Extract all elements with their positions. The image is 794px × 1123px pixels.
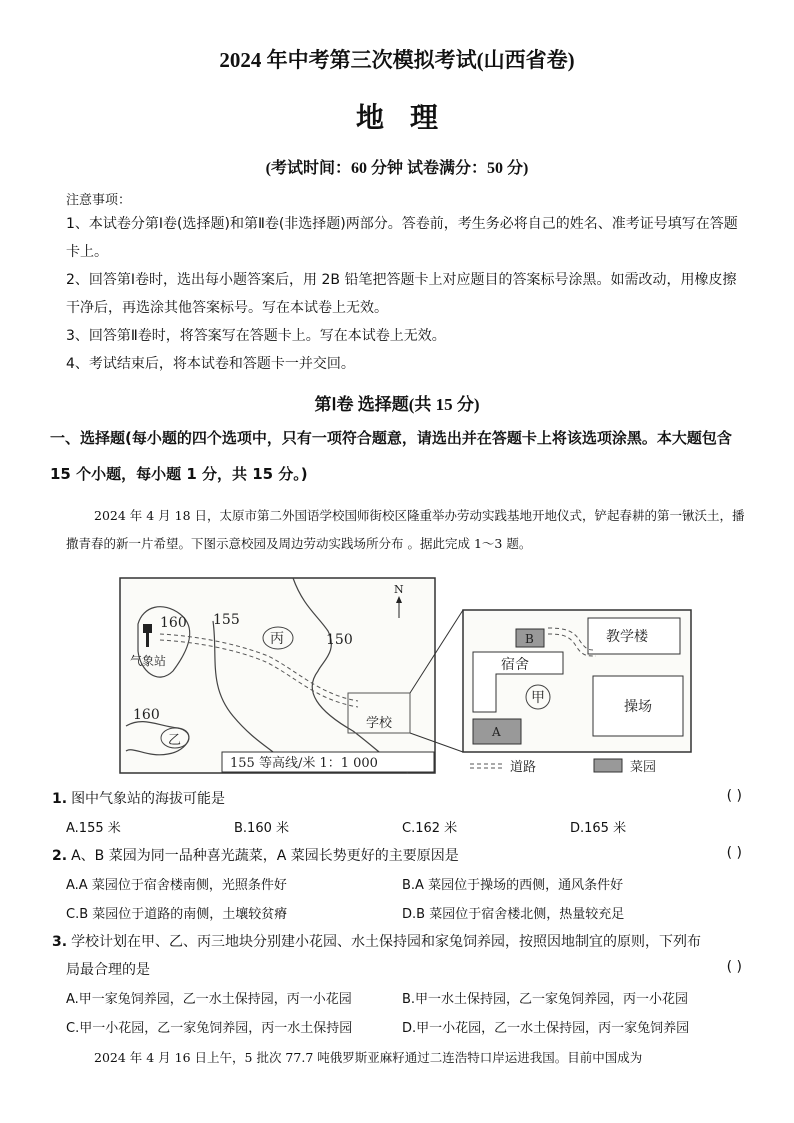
option: B.A 菜园位于操场的西侧，通风条件好 xyxy=(402,878,624,893)
option: A.155 米 xyxy=(66,821,121,836)
playground-label: 操场 xyxy=(624,699,652,715)
garden-a-label: A xyxy=(492,725,501,739)
answer-paren: ( ) xyxy=(726,845,742,861)
passage-2: 2024 年 4 月 16 日上午，5 批次 77.7 吨俄罗斯亚麻籽通过二连浩特口岸运进我国。目前中国成为 xyxy=(94,1050,643,1065)
question-stem: 局最合理的是 xyxy=(66,962,150,978)
question-number: 2. xyxy=(52,848,68,864)
plot-jia-label: 甲 xyxy=(531,690,545,706)
option: B.甲一水土保持园，乙一家兔饲养园，丙一小花园 xyxy=(402,992,689,1007)
contour-label: 160 xyxy=(133,707,160,723)
question-stem: A、B 菜园为同一品种喜光蔬菜，A 菜园长势更好的主要原因是 xyxy=(71,848,459,864)
answer-paren: ( ) xyxy=(726,959,742,975)
note-item: 1、本试卷分第Ⅰ卷(选择题)和第Ⅱ卷(非选择题)两部分。答卷前，考生务必将自己的姓名、准考证号填写在答题卡上。 xyxy=(66,216,738,260)
weather-station-label: 气象站 xyxy=(130,654,167,668)
option: C.甲一小花园，乙一家兔饲养园，丙一水土保持园 xyxy=(66,1021,353,1036)
question-2 xyxy=(52,845,742,865)
north-label: N xyxy=(394,583,404,596)
contour-label: 155 xyxy=(213,612,240,628)
map-legend-contour: 155 等高线/米 1：1 000 xyxy=(230,756,378,771)
option: C.162 米 xyxy=(402,821,458,836)
question-stem: 学校计划在甲、乙、丙三地块分别建小花园、水土保持园和家兔饲养园，按照因地制宜的原则，下列布 xyxy=(71,934,702,950)
question-number: 3. xyxy=(52,934,68,950)
note-item: 4、考试结束后，将本试卷和答题卡一并交回。 xyxy=(66,356,355,372)
answer-paren: ( ) xyxy=(726,788,742,804)
option: A.A 菜园位于宿舍楼南侧，光照条件好 xyxy=(66,878,287,893)
notes-heading: 注意事项： xyxy=(66,193,132,208)
note-item: 2、回答第Ⅰ卷时，选出每小题答案后，用 2B 铅笔把答题卡上对应题目的答案标号涂黑。如需改动，用橡皮擦干净后，再选涂其他答案标号。写在本试卷上无效。 xyxy=(66,272,737,316)
legend-garden: 菜园 xyxy=(630,760,657,775)
question-3-cont xyxy=(66,959,742,979)
option: B.160 米 xyxy=(234,821,289,836)
weather-station-icon xyxy=(143,624,152,633)
part-title: 第Ⅰ卷 选择题(共 15 分) xyxy=(314,395,480,414)
garden-b-label: B xyxy=(525,632,534,646)
question-number: 1. xyxy=(52,791,68,807)
teaching-building-label: 教学楼 xyxy=(606,629,648,645)
contour-label: 160 xyxy=(160,615,187,631)
exam-info: (考试时间：60 分钟 试卷满分：50 分) xyxy=(265,160,529,177)
passage-1: 2024 年 4 月 18 日，太原市第二外国语学校国师街校区隆重举办劳动实践基地开地仪式，铲起春耕的第一锹沃土，播撒青春的新一片希望。下图示意校园及周边劳动实践场所分布 。据此完成 1～3 题。 xyxy=(66,508,745,551)
exam-title: 2024 年中考第三次模拟考试(山西省卷) xyxy=(219,48,575,72)
legend-road: 道路 xyxy=(510,760,537,775)
dormitory-label: 宿舍 xyxy=(501,657,529,673)
plot-bing-label: 丙 xyxy=(270,631,284,647)
campus-map xyxy=(118,576,693,776)
school-label: 学校 xyxy=(366,716,393,731)
question-1 xyxy=(52,788,742,808)
option: A.甲一家兔饲养园，乙一水土保持园，丙一小花园 xyxy=(66,992,352,1007)
subject-title: 地理 xyxy=(355,103,464,134)
note-item: 3、回答第Ⅱ卷时，将答案写在答题卡上。写在本试卷上无效。 xyxy=(66,328,446,344)
plot-yi-label: 乙 xyxy=(168,733,182,748)
question-stem: 图中气象站的海拔可能是 xyxy=(71,791,226,807)
section-instructions: 一、选择题(每小题的四个选项中，只有一项符合题意，请选出并在答题卡上将该选项涂黑。本大题包含 15 个小题，每小题 1 分，共 15 分。) xyxy=(50,429,732,483)
contour-label: 150 xyxy=(326,632,353,648)
question-3 xyxy=(52,931,742,951)
option: D.165 米 xyxy=(570,821,627,836)
option: D.B 菜园位于宿舍楼北侧，热量较充足 xyxy=(402,907,625,922)
option: D.甲一小花园，乙一水土保持园，丙一家兔饲养园 xyxy=(402,1021,690,1036)
option: C.B 菜园位于道路的南侧，土壤较贫瘠 xyxy=(66,907,288,922)
